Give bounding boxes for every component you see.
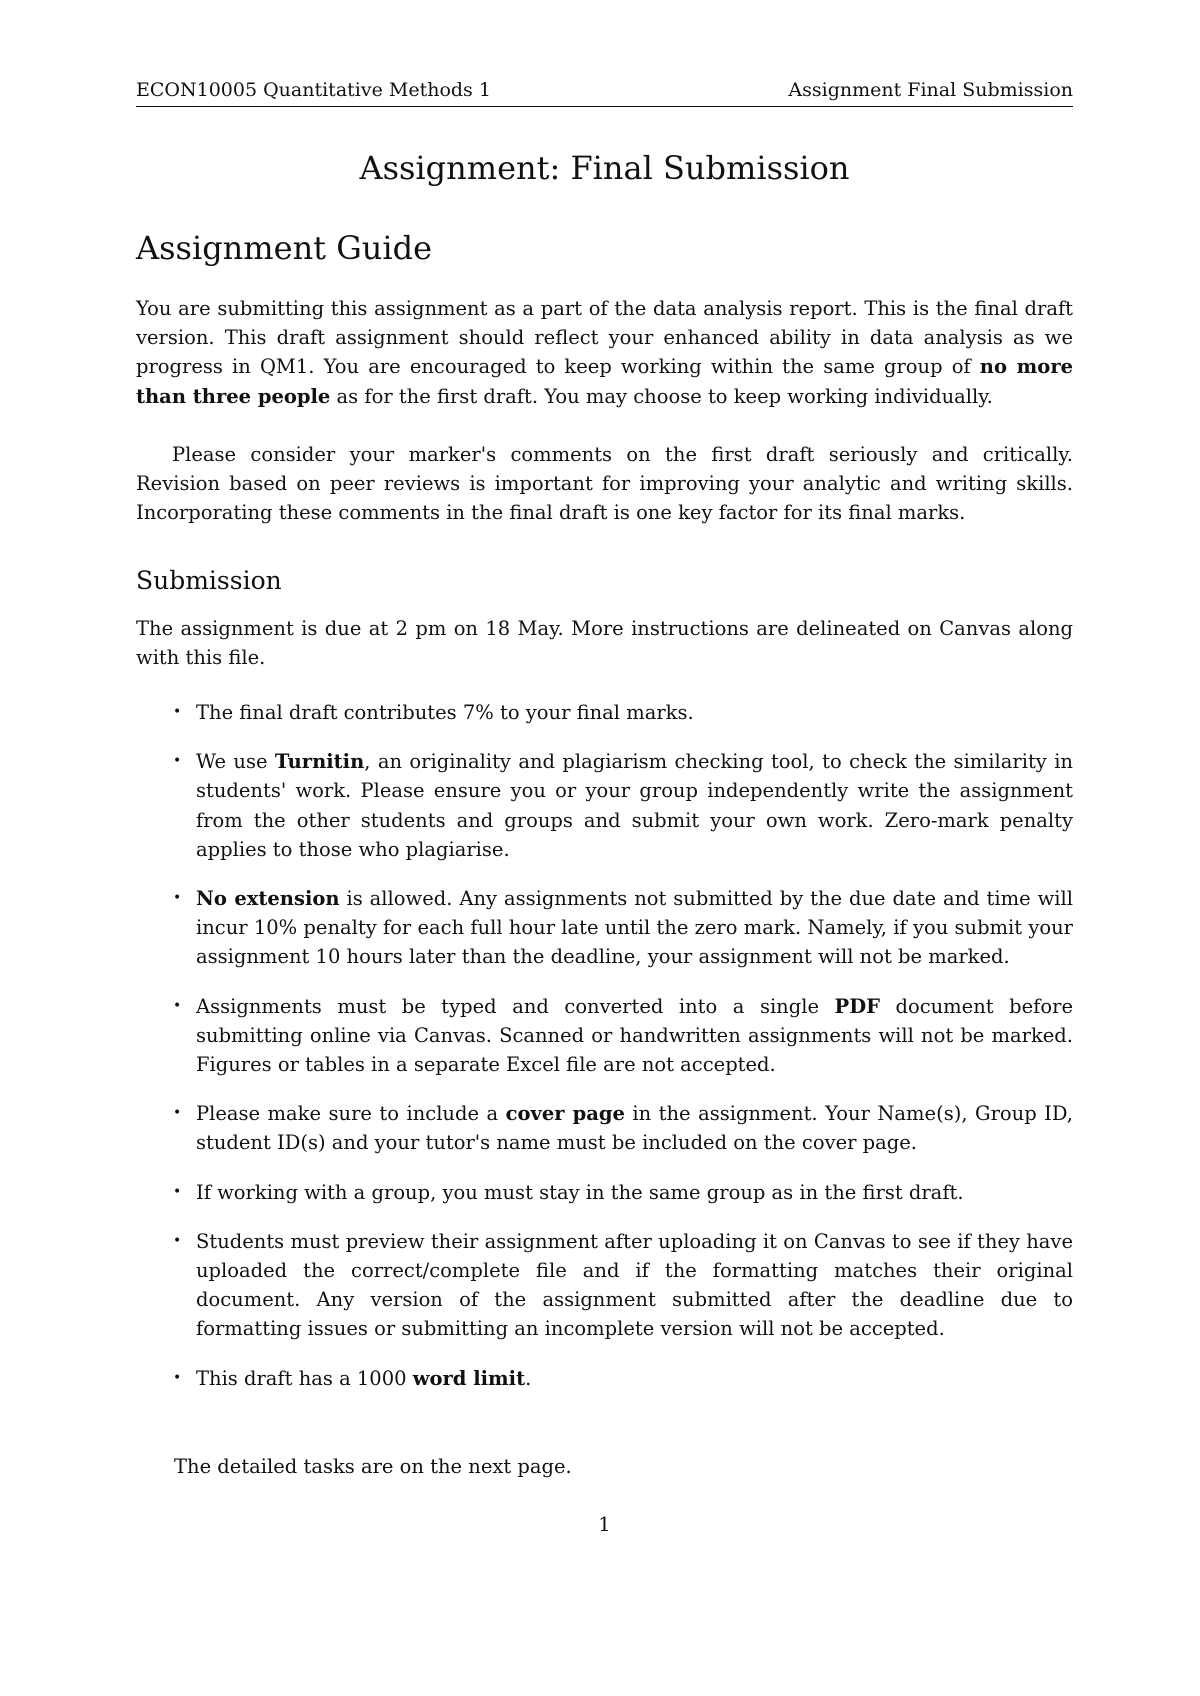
list-item-text: is allowed. Any assignments not submitted by the due date and time will incur 10% penalty for each full hour late until the zero mark. Namely, if you submit your assignment 10 hours later than the deadline, your assignment will not be marked. [196,887,1073,969]
section-heading-guide: Assignment Guide [136,229,433,267]
header-course: ECON10005 Quantitative Methods 1 [136,79,491,101]
bullet-icon: • [173,1232,182,1249]
list-item-text: This draft has a 1000 [196,1366,413,1390]
bullet-icon: • [173,1105,182,1122]
bullet-icon: • [173,704,182,720]
guide-paragraph-2: Please consider your marker's comments on the first draft seriously and critically. Revision based on peer reviews is important for improving your analytic and writing skills. Incorporating these comments in the final draft is one key factor for its final marks. [136,443,1073,525]
list-item [136,884,1073,972]
document-title: Assignment: Final Submission [359,149,850,187]
list-item [136,1178,1073,1207]
page-number: 1 [598,1513,611,1536]
bullet-icon: • [173,753,182,770]
list-item-text: in the assignment. Your Name(s), Group ID, student ID(s) and your tutor's name must be included on the cover page. [196,1102,1073,1155]
list-item-text: , an originality and plagiarism checking tool, to check the similarity in students' work. Please ensure you or your group independently write the assignment from the other students and groups and submit your own work. Zero-mark penalty applies to those who plagiarise. [196,750,1073,861]
list-item-text: The final draft contributes 7% to your final marks. [196,701,694,724]
guide-p1-text-b: as for the first draft. You may choose to keep working individually. [330,384,993,408]
running-header [136,78,1073,107]
bullet-icon: • [173,890,182,907]
list-item-text: Students must preview their assignment after uploading it on Canvas to see if they have uploaded the correct/complete file and if the formatting matches their original document. Any version of the assignment submitted after the deadline due to formatting issues or submitting an incomplete version will not be accepted. [196,1229,1073,1341]
list-item-text: document before submitting online via Canvas. Scanned or handwritten assignments will not be marked. Figures or tables in a separate Excel file are not accepted. [196,994,1073,1077]
list-item-bold: No extension [196,887,340,911]
list-item [136,992,1073,1080]
bullet-icon: • [173,1369,182,1386]
guide-p1-text-a: You are submitting this assignment as a part of the data analysis report. This is the final draft version. This draft assignment should reflect your enhanced ability in data analysis as we progress in QM1. You are encouraged to keep working within the same group of [136,297,1073,379]
list-item-text: Please make sure to include a [196,1102,506,1126]
due-paragraph: The assignment is due at 2 pm on 18 May. More instructions are delineated on Canvas along with this file. [136,617,1073,670]
list-item-text: . [525,1366,532,1390]
list-item [136,1227,1073,1344]
section-heading-submission: Submission [136,566,282,595]
bullet-icon: • [173,1183,182,1200]
list-item-bold: word limit [412,1366,526,1390]
list-item-text: If working with a group, you must stay in the same group as in the first draft. [196,1180,964,1204]
guide-p1-bold: no more than three people [136,355,1073,408]
list-item-text: We use [196,750,275,774]
list-item [136,1099,1073,1157]
list-item-bold: PDF [834,994,880,1018]
bullet-icon: • [173,997,182,1014]
list-item-bold: Turnitin [274,750,365,774]
list-item [136,1364,1073,1393]
list-item-text: Assignments must be typed and converted into a single [196,994,835,1018]
submission-rules-list [136,698,1073,1413]
header-section: Assignment Final Submission [788,79,1073,101]
list-item [136,698,1073,727]
guide-paragraph-1 [136,294,1073,411]
list-item-bold: cover page [505,1102,625,1126]
list-item [136,747,1073,864]
closing-note: The detailed tasks are on the next page. [174,1455,572,1478]
